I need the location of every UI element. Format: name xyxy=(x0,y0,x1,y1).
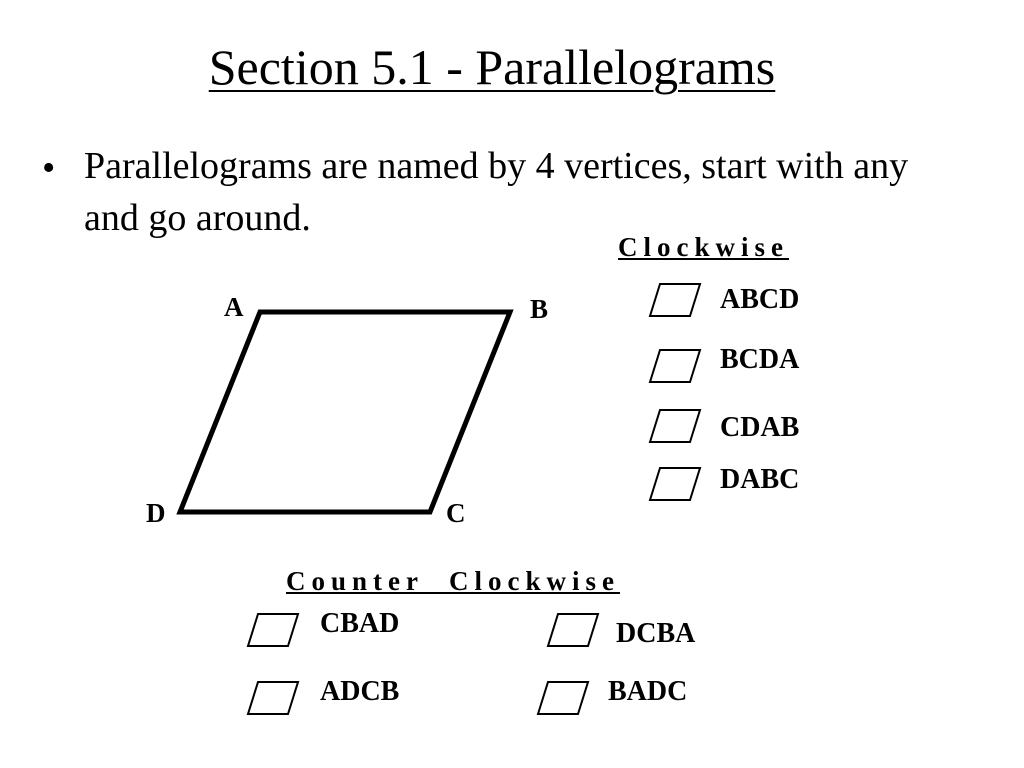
vertex-label-b: B xyxy=(530,294,549,324)
counter-clockwise-name-4: BADC xyxy=(608,676,688,707)
clockwise-name-1: ABCD xyxy=(720,284,800,315)
parallelogram-icon xyxy=(546,612,602,650)
bullet-marker: • xyxy=(42,147,56,189)
clockwise-item-3 xyxy=(648,408,704,451)
parallelogram-icon xyxy=(648,348,704,386)
counter-clockwise-item-4 xyxy=(536,680,592,723)
parallelogram-icon xyxy=(246,680,302,718)
counter-clockwise-heading: Counter Clockwise xyxy=(286,566,620,596)
counter-clockwise-name-1: CBAD xyxy=(320,608,400,639)
parallelogram-icon xyxy=(536,680,592,718)
clockwise-name-2: BCDA xyxy=(720,344,800,375)
counter-clockwise-name-2: DCBA xyxy=(616,618,696,649)
parallelogram-icon xyxy=(648,408,704,446)
parallelogram-icon xyxy=(246,612,302,650)
page-title: Section 5.1 - Parallelograms xyxy=(208,39,776,95)
counter-clockwise-item-1 xyxy=(246,612,302,655)
parallelogram-icon xyxy=(648,282,704,320)
clockwise-name-4: DABC xyxy=(720,464,800,495)
vertex-label-d: D xyxy=(146,498,166,528)
clockwise-name-3: CDAB xyxy=(720,412,800,443)
counter-clockwise-item-2 xyxy=(546,612,602,655)
clockwise-item-4 xyxy=(648,466,704,509)
bullet-text: Parallelograms are named by 4 vertices, start with any and go around. xyxy=(84,145,909,239)
counter-clockwise-item-3 xyxy=(246,680,302,723)
counter-clockwise-name-3: ADCB xyxy=(320,676,400,707)
vertex-label-a: A xyxy=(224,292,244,322)
clockwise-heading: Clockwise xyxy=(618,232,789,262)
parallelogram-shape xyxy=(180,312,510,512)
clockwise-item-1 xyxy=(648,282,704,325)
parallelogram-icon xyxy=(648,466,704,504)
vertex-label-c: C xyxy=(446,498,466,528)
clockwise-item-2 xyxy=(648,348,704,391)
